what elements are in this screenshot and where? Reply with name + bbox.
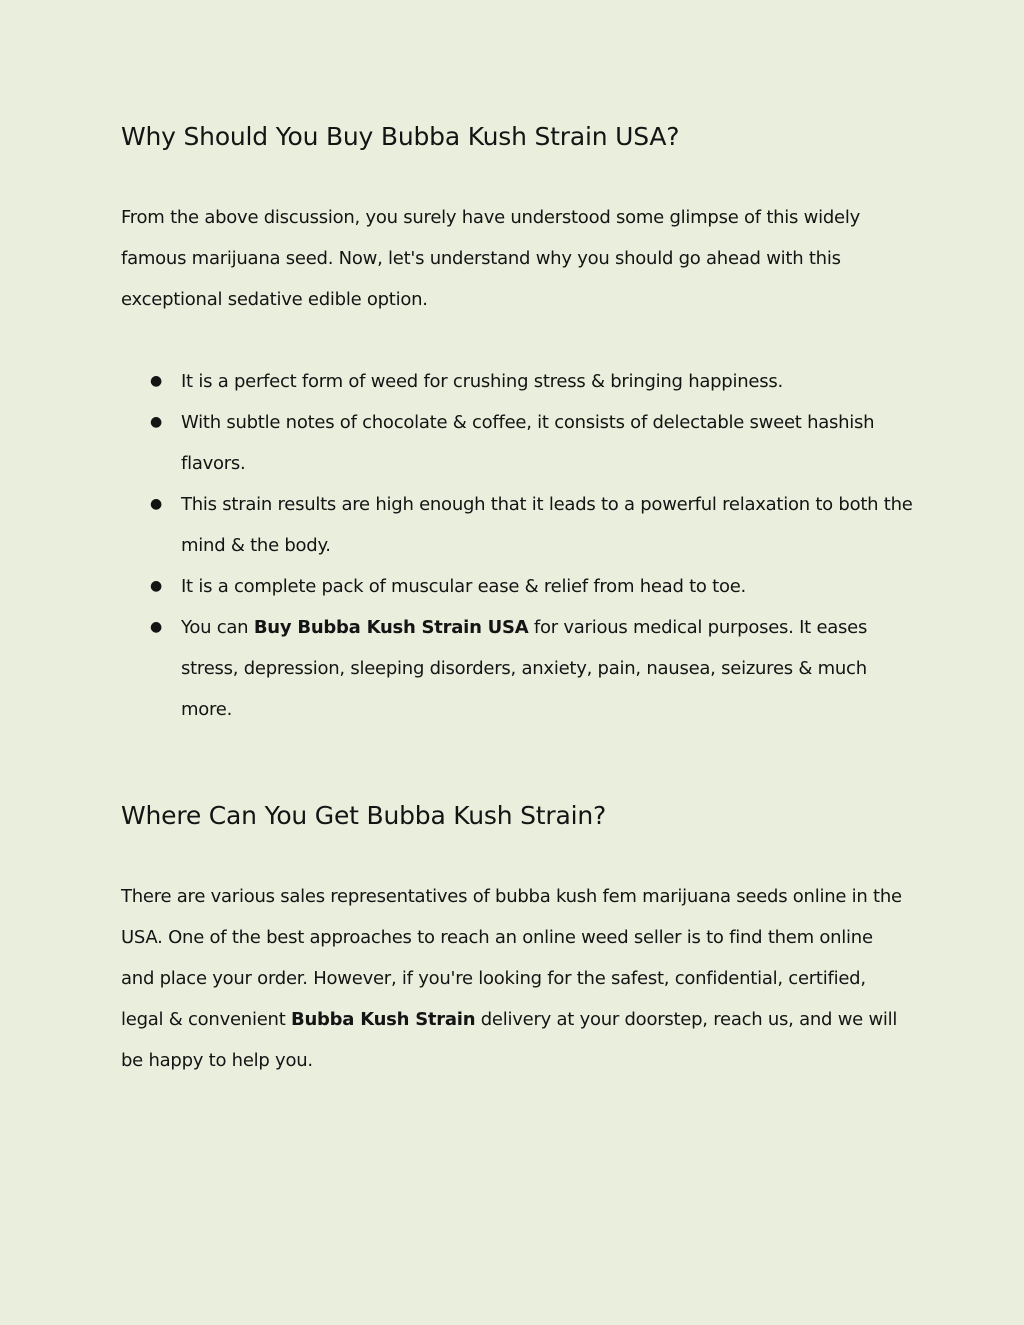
list-item bbox=[150, 607, 915, 730]
list-item bbox=[150, 566, 915, 607]
where-paragraph bbox=[121, 876, 911, 1081]
bullet-icon: ● bbox=[150, 373, 162, 389]
list-item-text-before: You can bbox=[181, 617, 254, 638]
section-heading-where-to-get: Where Can You Get Bubba Kush Strain? bbox=[121, 801, 607, 830]
intro-paragraph: From the above discussion, you surely have understood some glimpse of this widely famous marijuana seed. Now, let's understand why you should go ahead with this exceptional sedative edible option. bbox=[121, 207, 861, 310]
list-item bbox=[150, 361, 915, 402]
list-item-text: It is a complete pack of muscular ease & relief from head to toe. bbox=[181, 576, 747, 597]
list-item bbox=[150, 484, 915, 566]
paragraph-text-after: delivery at your doorstep, reach us, and we will be happy to help you. bbox=[121, 1009, 898, 1071]
bullet-icon: ● bbox=[150, 496, 162, 512]
list-item-text-after: for various medical purposes. It eases stress, depression, sleeping disorders, anxiety, pain, nausea, seizures & much more. bbox=[181, 617, 868, 720]
list-item-text: With subtle notes of chocolate & coffee, it consists of delectable sweet hashish flavors. bbox=[181, 412, 875, 474]
list-item-text: This strain results are high enough that it leads to a powerful relaxation to both the mind & the body. bbox=[181, 494, 913, 556]
benefits-list bbox=[150, 361, 915, 730]
buy-bubba-kush-keyword: Buy Bubba Kush Strain USA bbox=[253, 617, 529, 638]
list-item-text: It is a perfect form of weed for crushing stress & bringing happiness. bbox=[181, 371, 783, 392]
bullet-icon: ● bbox=[150, 414, 162, 430]
paragraph-text-before: There are various sales representatives of bubba kush fem marijuana seeds online in the USA. One of the best approaches to reach an online weed seller is to find them online and place your order. However, if you're looking for the safest, confidential, certified, legal & convenient bbox=[121, 886, 902, 1030]
bubba-kush-keyword: Bubba Kush Strain bbox=[290, 1009, 476, 1030]
list-item bbox=[150, 402, 915, 484]
bullet-icon: ● bbox=[150, 578, 162, 594]
section-heading-why-buy: Why Should You Buy Bubba Kush Strain USA? bbox=[121, 122, 680, 151]
bullet-icon: ● bbox=[150, 619, 162, 635]
